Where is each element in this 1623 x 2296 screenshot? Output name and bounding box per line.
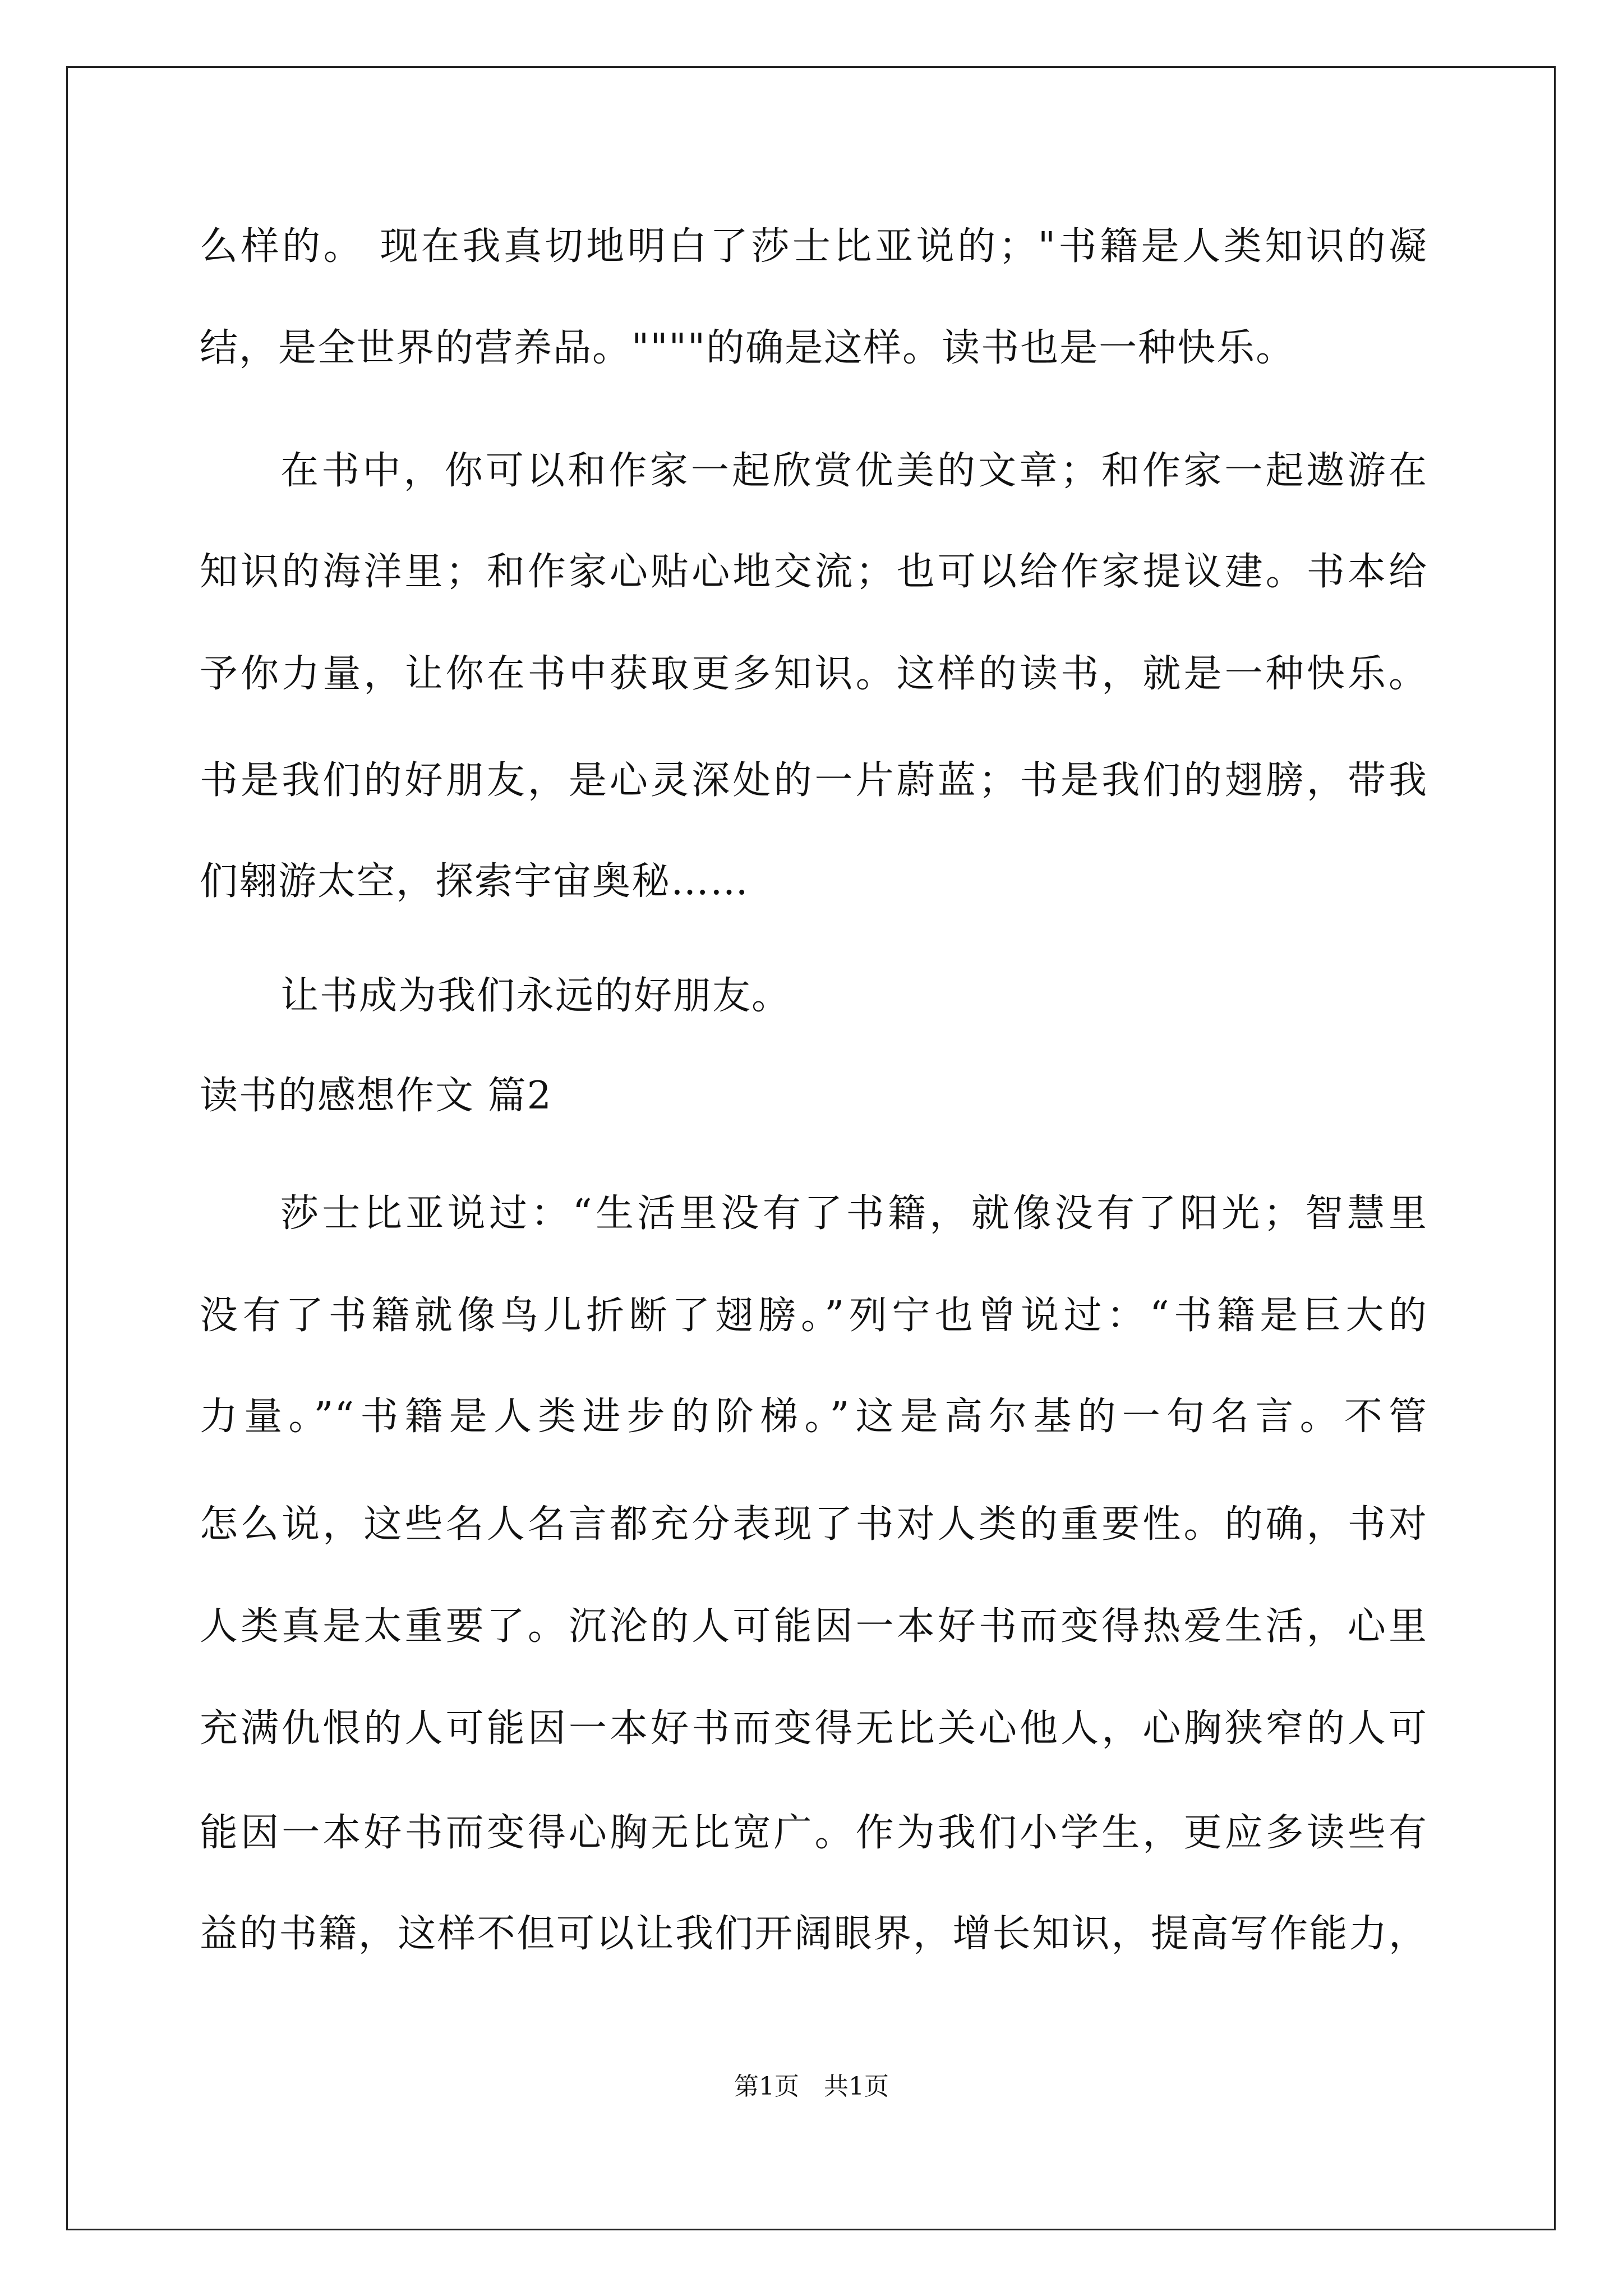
text-line: 让书成为我们永远的好朋友。 [280, 974, 791, 1018]
text-line: 力量。”“书籍是人类进步的阶梯。”这是高尔基的一句名言。不管 [200, 1395, 1428, 1439]
text-line: 怎么说，这些名人名言都充分表现了书对人类的重要性。的确，书对 [200, 1502, 1428, 1547]
section-heading: 读书的感想作文 篇2 [200, 1074, 552, 1118]
text-line: 予你力量，让你在书中获取更多知识。这样的读书，就是一种快乐。 [200, 652, 1428, 696]
text-line: 益的书籍，这样不但可以让我们开阔眼界，增长知识，提高写作能力， [200, 1912, 1428, 1956]
page-number: 第1页 共1页 [734, 2072, 889, 2101]
text-line: 人类真是太重要了。沉沦的人可能因一本好书而变得热爱生活，心里 [200, 1604, 1428, 1649]
text-line: 莎士比亚说过：“生活里没有了书籍，就像没有了阳光；智慧里 [280, 1191, 1428, 1236]
text-line: 们翱游太空，探索宇宙奥秘…… [200, 859, 750, 904]
text-line: 么样的。 现在我真切地明白了莎士比亚说的；"书籍是人类知识的凝 [200, 224, 1428, 269]
text-line: 结，是全世界的营养品。""""的确是这样。读书也是一种快乐。 [200, 326, 1295, 370]
text-line: 充满仇恨的人可能因一本好书而变得无比关心他人，心胸狭窄的人可 [200, 1706, 1428, 1751]
text-line: 知识的海洋里；和作家心贴心地交流；也可以给作家提议建。书本给 [200, 550, 1428, 594]
text-line: 能因一本好书而变得心胸无比宽广。作为我们小学生，更应多读些有 [200, 1811, 1428, 1855]
text-line: 在书中，你可以和作家一起欣赏优美的文章；和作家一起遨游在 [280, 449, 1428, 493]
page-border [66, 66, 1556, 2230]
text-line: 没有了书籍就像鸟儿折断了翅膀。”列宁也曾说过：“书籍是巨大的 [200, 1294, 1428, 1338]
text-line: 书是我们的好朋友，是心灵深处的一片蔚蓝；书是我们的翅膀，带我 [200, 758, 1428, 803]
